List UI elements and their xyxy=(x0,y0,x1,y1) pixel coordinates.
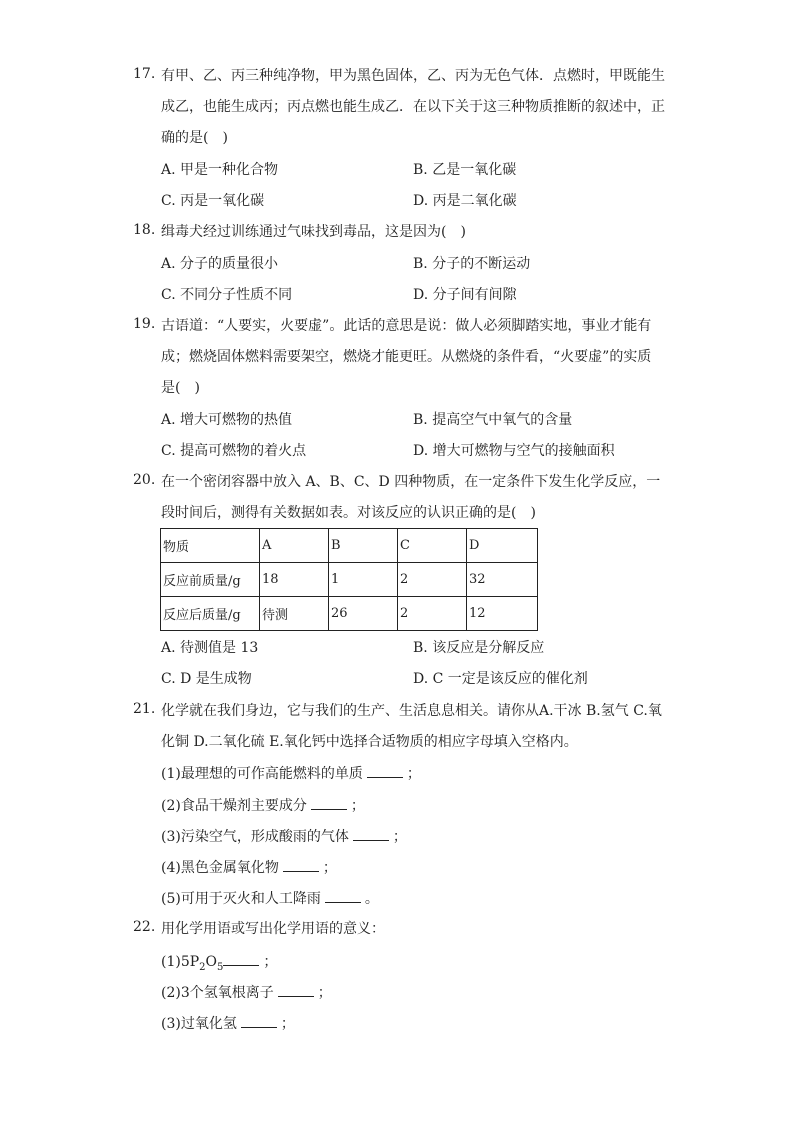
table-row xyxy=(161,563,538,597)
option-c: C. 提高可燃物的着火点 xyxy=(161,443,307,459)
option-c: C. D 是生成物 xyxy=(161,671,252,687)
option-a: A. 增大可燃物的热值 xyxy=(161,412,293,428)
question-text-line: 确的是( ) xyxy=(161,130,228,146)
table-cell: 2 xyxy=(398,563,467,597)
table-header-cell: B xyxy=(329,529,398,563)
table-cell: 反应后质量/g xyxy=(161,597,260,631)
answer-blank[interactable] xyxy=(223,951,259,966)
option-b: B. 该反应是分解反应 xyxy=(413,640,545,656)
option-d: D. 分子间有间隙 xyxy=(413,287,517,303)
fill-item-3: (3)污染空气，形成酸雨的气体 ； xyxy=(161,826,407,847)
option-a: A. 甲是一种化合物 xyxy=(161,162,279,178)
table-cell: 反应前质量/g xyxy=(161,563,260,597)
option-b: B. 乙是一氧化碳 xyxy=(413,162,517,178)
question-number: 22. xyxy=(133,919,156,935)
answer-blank[interactable] xyxy=(311,795,347,810)
question-text-line: 成；燃烧固体燃料需要架空，燃烧才能更旺。从燃烧的条件看，“火要虚”的实质 xyxy=(161,349,652,365)
question-number: 18. xyxy=(133,222,156,238)
table-cell: 待测 xyxy=(260,597,329,631)
table-cell: 26 xyxy=(329,597,398,631)
option-d: D. 增大可燃物与空气的接触面积 xyxy=(413,443,615,459)
answer-blank[interactable] xyxy=(367,763,403,778)
question-text-line: 缉毒犬经过训练通过气味找到毒品，这是因为( ) xyxy=(161,224,466,240)
table-cell: 1 xyxy=(329,563,398,597)
question-number: 21. xyxy=(133,701,156,717)
question-text-line: 化铜 D.二氧化硫 E.氧化钙中选择合适物质的相应字母填入空格内。 xyxy=(161,734,578,750)
fill-item-2: (2)食品干燥剂主要成分 ； xyxy=(161,795,365,816)
question-number: 17. xyxy=(133,66,156,82)
answer-blank[interactable] xyxy=(353,826,389,841)
question-text-line: 是( ) xyxy=(161,380,200,396)
fill-item-2: (2)3个氢氧根离子 ； xyxy=(161,982,332,1003)
option-d: D. 丙是二氧化碳 xyxy=(413,193,517,209)
question-text-line: 用化学用语或写出化学用语的意义： xyxy=(161,921,385,937)
option-c: C. 不同分子性质不同 xyxy=(161,287,293,303)
fill-item-1: $(1)5P_2O_5$ ； xyxy=(161,951,277,978)
table-header-cell: D xyxy=(467,529,538,563)
table-cell: 18 xyxy=(260,563,329,597)
table-cell: 2 xyxy=(398,597,467,631)
question-text-line: 成乙，也能生成丙；丙点燃也能生成乙．在以下关于这三种物质推断的叙述中，正 xyxy=(161,99,665,115)
question-text-line: 化学就在我们身边，它与我们的生产、生活息息相关。请你从A.干冰 B.氢气 C.氧 xyxy=(161,703,662,719)
option-b: B. 提高空气中氧气的含量 xyxy=(413,412,573,428)
table-header-row xyxy=(161,529,538,563)
table-cell: 32 xyxy=(467,563,538,597)
fill-item-4: (4)黑色金属氧化物 ； xyxy=(161,857,337,878)
data-table xyxy=(160,528,538,631)
option-a: A. 分子的质量很小 xyxy=(161,256,279,272)
answer-blank[interactable] xyxy=(283,857,319,872)
question-number: 20. xyxy=(133,472,156,488)
question-number: 19. xyxy=(133,316,156,332)
table-header-cell: A xyxy=(260,529,329,563)
option-d: D. C 一定是该反应的催化剂 xyxy=(413,671,588,687)
question-text-line: 在一个密闭容器中放入 A、B、C、D 四种物质，在一定条件下发生化学反应，一 xyxy=(161,474,661,490)
answer-blank[interactable] xyxy=(325,888,361,903)
option-b: B. 分子的不断运动 xyxy=(413,256,531,272)
question-text-line: 古语道：“人要实，火要虚”。此话的意思是说：做人必须脚踏实地，事业才能有 xyxy=(161,318,652,334)
option-a: A. 待测值是 13 xyxy=(161,640,259,656)
option-c: C. 丙是一氧化碳 xyxy=(161,193,265,209)
fill-item-3: (3)过氧化氢 ； xyxy=(161,1013,295,1034)
answer-blank[interactable] xyxy=(278,982,314,997)
table-row xyxy=(161,597,538,631)
question-text-line: 段时间后，测得有关数据如表。对该反应的认识正确的是( ) xyxy=(161,505,536,521)
question-text-line: 有甲、乙、丙三种纯净物，甲为黑色固体，乙、丙为无色气体．点燃时，甲既能生 xyxy=(161,68,665,84)
answer-blank[interactable] xyxy=(241,1013,277,1028)
table-header-cell: 物质 xyxy=(161,529,260,563)
fill-item-1: (1)最理想的可作高能燃料的单质 ； xyxy=(161,763,421,784)
table-cell: 12 xyxy=(467,597,538,631)
fill-item-5: (5)可用于灭火和人工降雨 。 xyxy=(161,888,379,909)
table-header-cell: C xyxy=(398,529,467,563)
